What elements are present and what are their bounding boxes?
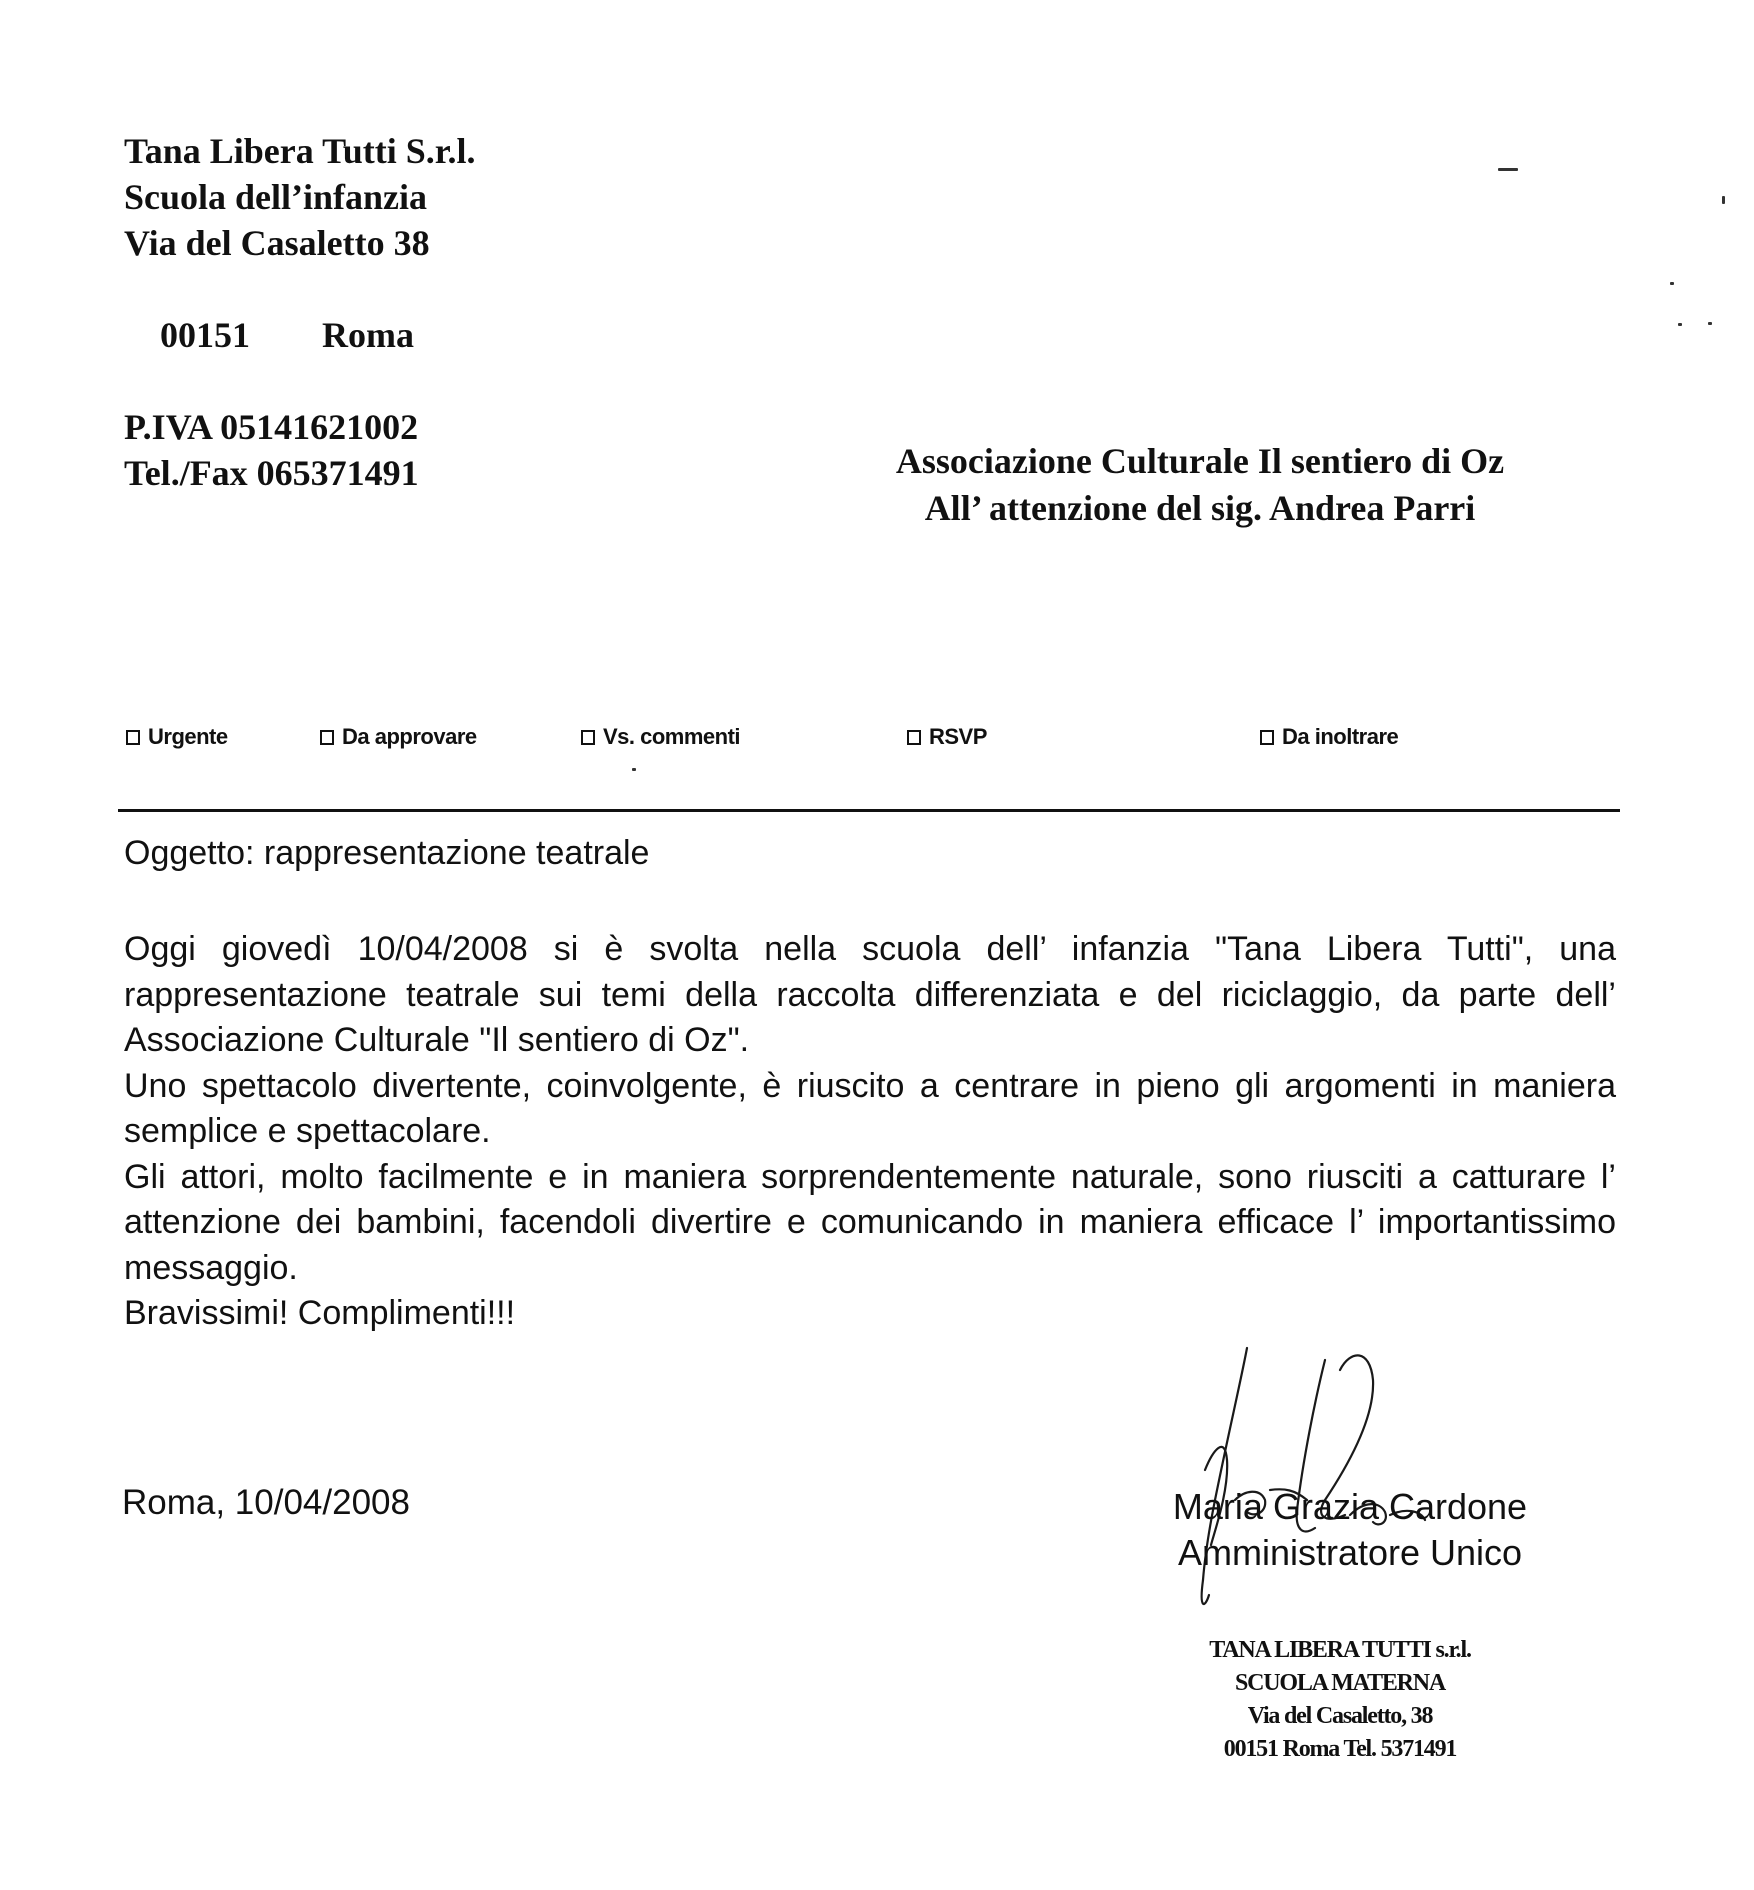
scan-speck xyxy=(1708,322,1712,325)
letter-body xyxy=(124,927,1616,1337)
sender-city: Roma xyxy=(322,315,414,355)
body-paragraph-4: Bravissimi! Complimenti!!! xyxy=(124,1294,516,1332)
sender-school: Scuola dell’infanzia xyxy=(124,177,428,217)
body-paragraph-1: Oggi giovedì 10/04/2008 si è svolta nella scuola dell’ infanzia "Tana Libera Tutti", una rappresentazione teatrale sui temi della raccolta differenziata e del riciclaggio, da parte dell’ Associazione Culturale "Il sentiero di Oz". xyxy=(124,930,1616,1059)
stamp-line-2: SCUOLA MATERNA xyxy=(1234,1670,1446,1696)
option-urgente[interactable] xyxy=(126,724,228,750)
sender-address: Via del Casaletto 38 xyxy=(124,223,430,263)
divider xyxy=(118,809,1620,812)
sender-vat: P.IVA 05141621002 xyxy=(124,407,419,447)
signer-role: Amministratore Unico xyxy=(1177,1532,1523,1573)
sender-phone: Tel./Fax 065371491 xyxy=(124,453,419,493)
checkbox-icon[interactable] xyxy=(907,730,921,745)
handwritten-signature xyxy=(1175,1340,1475,1620)
body-paragraph-3: Gli attori, molto facilmente e in maniera sorprendentemente naturale, sono riusciti a catturare l’ attenzione dei bambini, facendoli divertire e comunicando in maniera efficace l’ importantissimo messaggio. xyxy=(124,1157,1616,1287)
subject-line: Oggetto: rappresentazione teatrale xyxy=(124,834,650,872)
checkbox-icon[interactable] xyxy=(581,730,595,745)
recipient-organization: Associazione Culturale Il sentiero di Oz xyxy=(895,441,1505,481)
option-da-approvare[interactable] xyxy=(320,724,477,750)
option-label: Urgente xyxy=(148,724,228,749)
sender-block xyxy=(124,128,475,496)
body-paragraph-2: Uno spettacolo divertente, coinvolgente, è riuscito a centrare in pieno gli argomenti in maniera semplice e spettacolare. xyxy=(124,1066,1616,1150)
option-rsvp[interactable] xyxy=(907,724,987,750)
sender-company: Tana Libera Tutti S.r.l. xyxy=(124,131,476,171)
scan-speck xyxy=(1498,168,1518,171)
signer-name: Maria Grazia Cardone xyxy=(1172,1486,1528,1527)
company-stamp xyxy=(1120,1634,1560,1766)
checkbox-icon[interactable] xyxy=(1260,730,1274,745)
option-da-inoltrare[interactable] xyxy=(1260,724,1398,750)
stamp-line-4: 00151 Roma Tel. 5371491 xyxy=(1223,1736,1457,1762)
stamp-line-3: Via del Casaletto, 38 xyxy=(1247,1703,1433,1729)
option-label: Vs. commenti xyxy=(603,724,741,749)
scan-speck xyxy=(632,768,636,771)
scan-speck xyxy=(1722,196,1725,204)
checkbox-icon[interactable] xyxy=(320,730,334,745)
recipient-block xyxy=(830,438,1570,532)
option-label: RSVP xyxy=(929,724,987,749)
option-label: Da inoltrare xyxy=(1282,724,1399,749)
stamp-line-1: TANA LIBERA TUTTI s.r.l. xyxy=(1209,1637,1471,1663)
sender-cap: 00151 xyxy=(160,315,250,355)
scan-speck xyxy=(1670,282,1674,285)
checkbox-icon[interactable] xyxy=(126,730,140,745)
scan-speck xyxy=(1678,323,1682,326)
signer-block xyxy=(1130,1484,1570,1576)
recipient-attention: All’ attenzione del sig. Andrea Parri xyxy=(924,488,1476,528)
sender-cap-city xyxy=(124,266,414,404)
place-date: Roma, 10/04/2008 xyxy=(122,1483,410,1522)
option-vs-commenti[interactable] xyxy=(581,724,740,750)
option-label: Da approvare xyxy=(342,724,477,749)
